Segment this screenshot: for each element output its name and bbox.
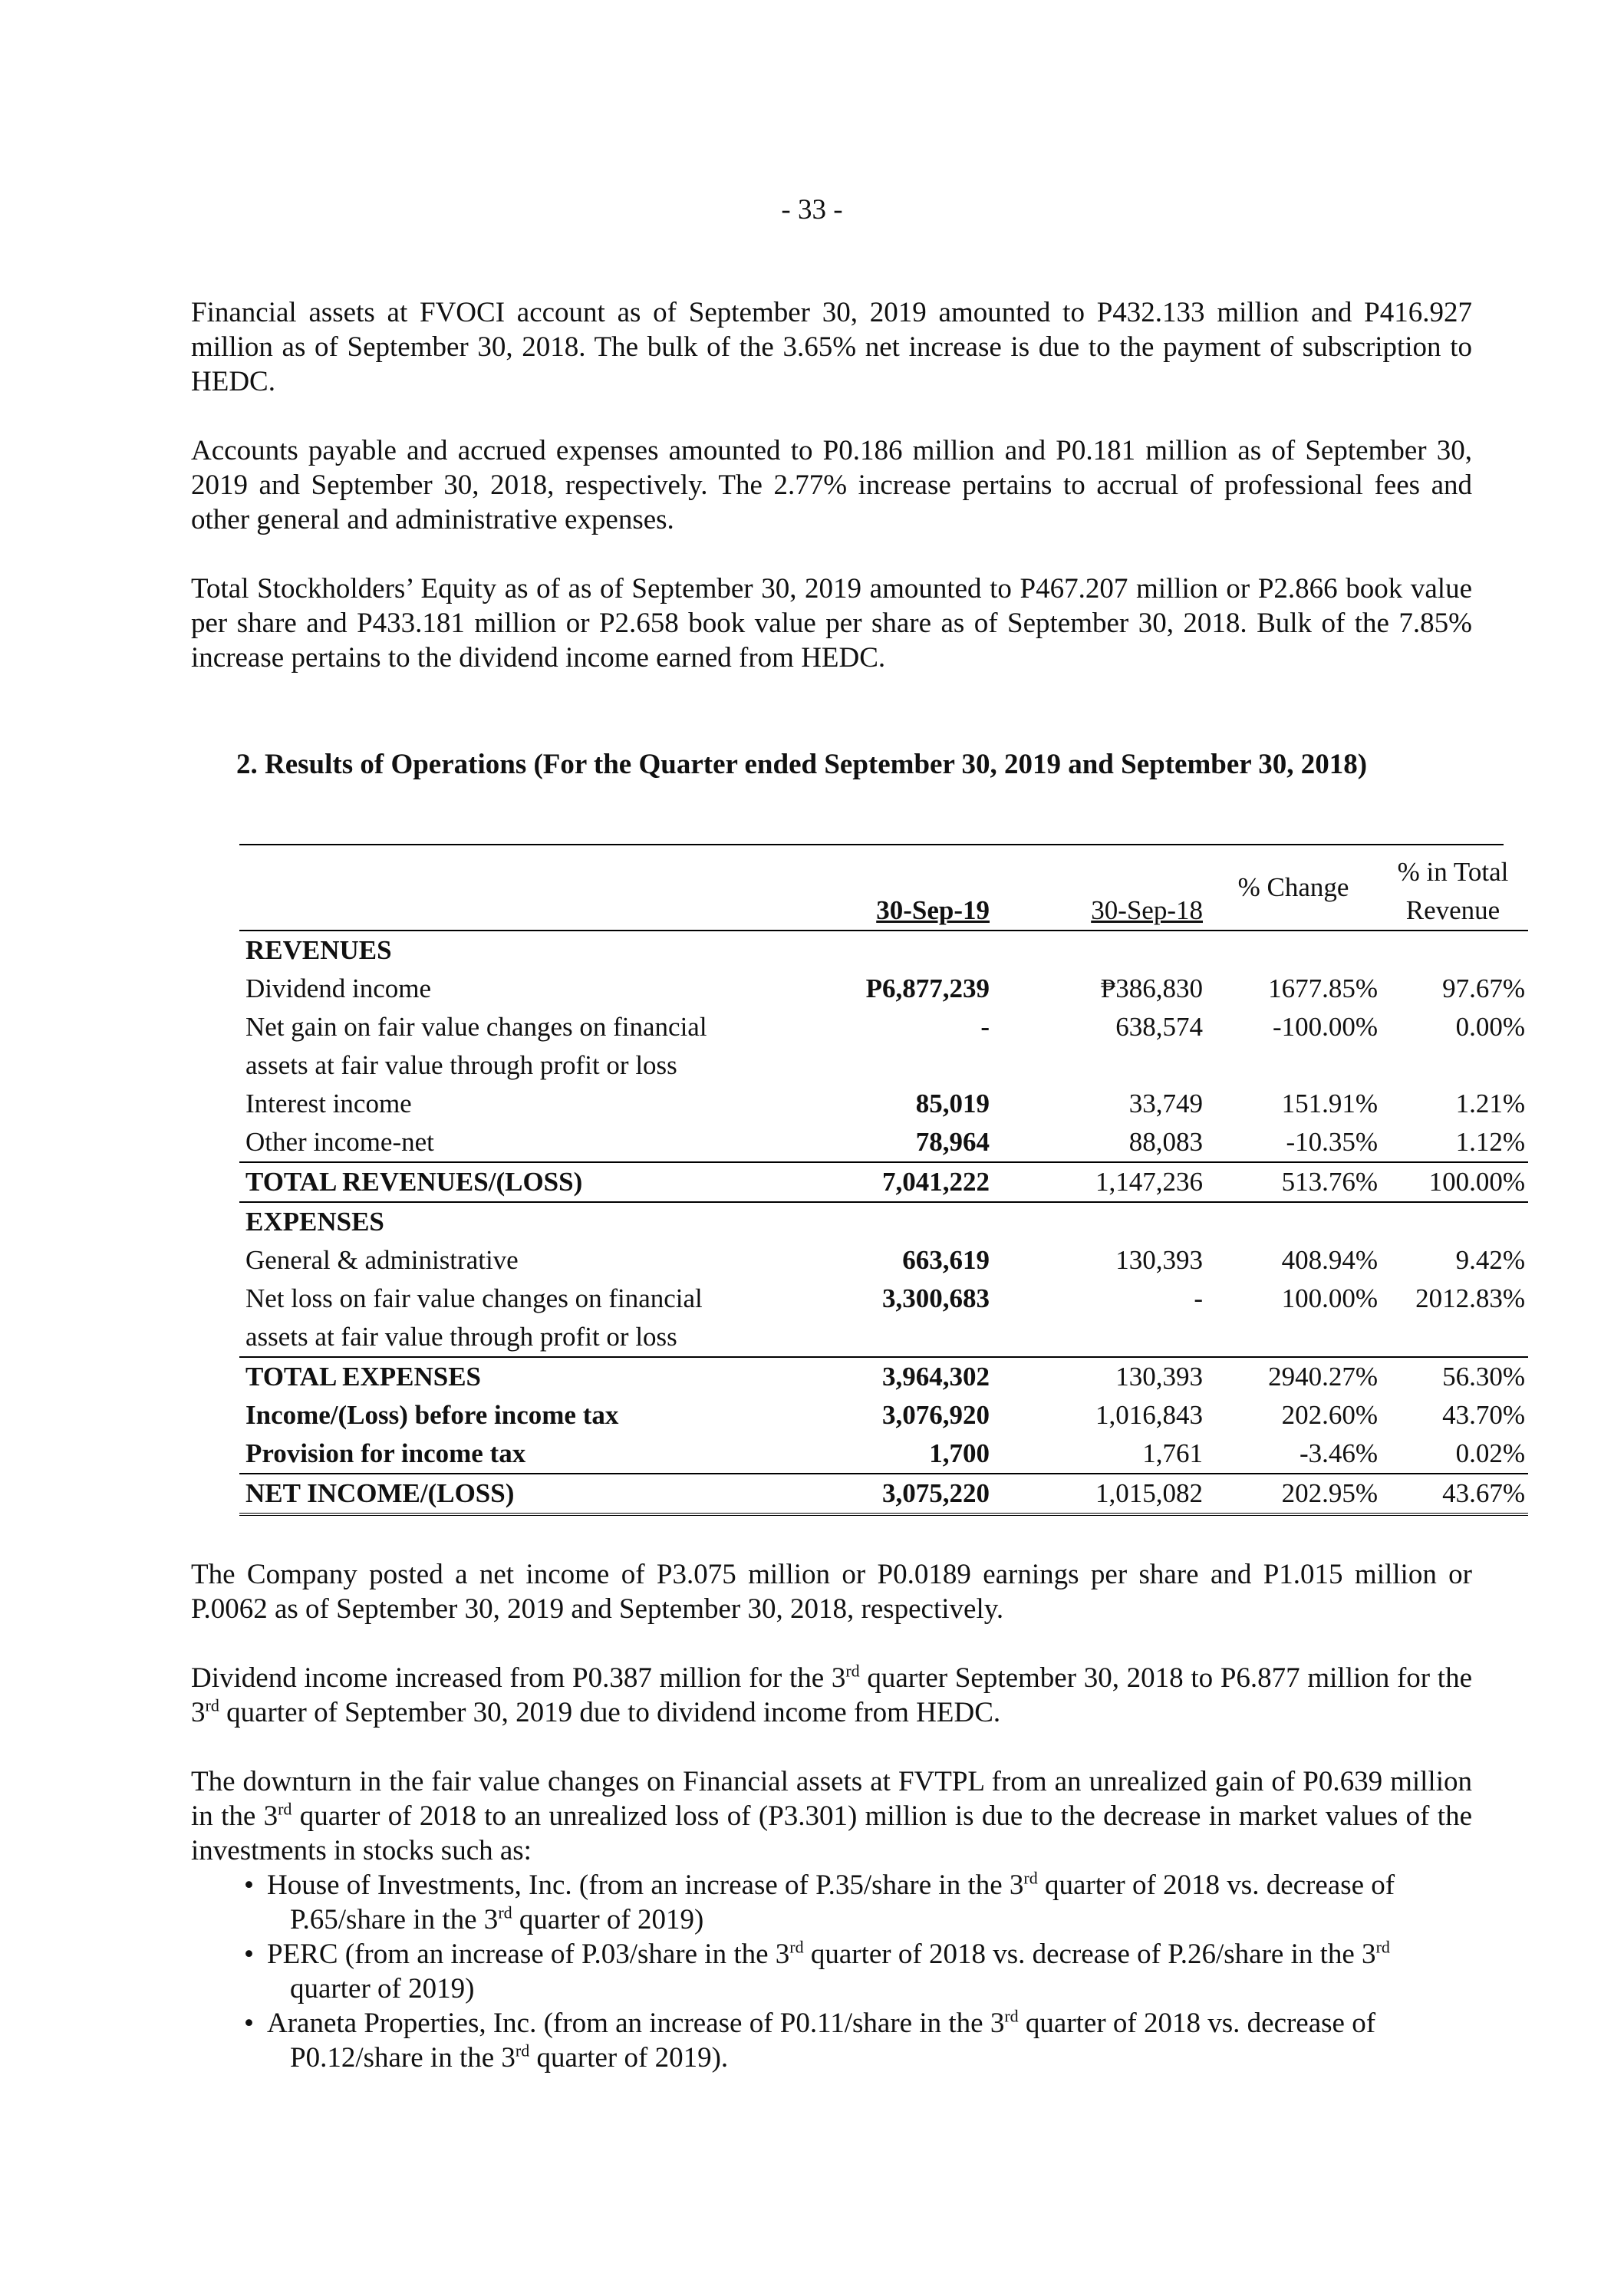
paragraph-dividend-income: Dividend income increased from P0.387 million for the 3rd quarter September 30, 2018 to P6.877 million for the 3rd quarter of September 30, 2019 due to dividend income from HEDC. — [191, 1661, 1473, 1728]
table-row-net-income: NET INCOME/(LOSS) 3,075,220 1,015,082 202.95% 43.67% — [239, 1474, 1528, 1514]
section-heading: 2. Results of Operations (For the Quarter ended September 30, 2019 and September 30, 2018) — [236, 749, 1368, 780]
table-row-expenses-caption — [239, 1202, 1528, 1241]
table-row-total-expenses: TOTAL EXPENSES 3,964,302 130,393 2940.27% 56.30% — [245, 1362, 1525, 1392]
table-row-net-loss: Net loss on fair value changes on financial 3,300,683 - 100.00% 2012.83% — [245, 1283, 1525, 1313]
paragraph-fvtpl-downturn: The downturn in the fair value changes on Financial assets at FVTPL from an unrealized gain of P0.639 million in the 3rd quarter of 2018 to an unrealized loss of (P3.301) million is due to the decrease in market values of the investments in stocks such as: — [191, 1766, 1472, 1866]
paragraph-accounts-payable: Accounts payable and accrued expenses amounted to P0.186 million and P0.181 million as of September 30, 2019 and September 30, 2018, respectively. The 2.77% increase pertains to accrual of professional fees and other general and administrative expenses. — [191, 435, 1472, 535]
expenses-caption: EXPENSES — [245, 1207, 384, 1237]
results-table — [239, 844, 1525, 1516]
list-item: • Araneta Properties, Inc. (from an increase of P0.11/share in the 3rd quarter of 2018 vs. decrease of P0.12/share in the 3rd quarter of 2019). — [244, 2006, 1376, 2074]
header-30-sep-18: 30-Sep-18 — [1091, 895, 1203, 925]
paragraph-net-income: The Company posted a net income of P3.075 million or P0.0189 earnings per share and P1.015 million or P.0062 as of September 30, 2019 and September 30, 2018, respectively. — [191, 1559, 1472, 1625]
table-row-provision: Provision for income tax 1,700 1,761 -3.46% 0.02% — [239, 1435, 1528, 1474]
table-row-general-admin: General & administrative 663,619 130,393 408.94% 9.42% — [245, 1245, 1525, 1275]
stock-bullet-list — [244, 1868, 1471, 2075]
table-header-row — [239, 845, 1528, 931]
table-row-other-income: Other income-net 78,964 88,083 -10.35% 1.12% — [239, 1123, 1528, 1162]
table-row-net-gain-continued: assets at fair value through profit or loss — [245, 1050, 677, 1080]
list-item: • PERC (from an increase of P.03/share in the 3rd quarter of 2018 vs. decrease of P.26/share in the 3rd quarter of 2019) — [244, 1937, 1390, 2004]
header-pct-total-revenue — [1381, 845, 1528, 931]
table-row-total-revenues: TOTAL REVENUES/(LOSS) 7,041,222 1,147,236 513.76% 100.00% — [239, 1162, 1528, 1202]
table-row-income-before-tax: Income/(Loss) before income tax 3,076,920 1,016,843 202.60% 43.70% — [245, 1400, 1525, 1430]
page-number: - 33 - — [781, 194, 843, 226]
header-pct-total-revenue-line2: Revenue — [1405, 895, 1500, 925]
table-row-interest-income: Interest income 85,019 33,749 151.91% 1.21% — [245, 1089, 1525, 1118]
paragraph-stockholders-equity: Total Stockholders’ Equity as of as of September 30, 2019 amounted to P467.207 million or P2.866 book value per share and P433.181 million or P2.658 book value per share as of September 30, 2018. Bulk of the 7.85% increase pertains to the dividend income earned from HEDC. — [191, 573, 1472, 674]
header-pct-change: % Change — [1209, 845, 1381, 931]
revenues-caption: REVENUES — [245, 935, 392, 965]
paragraph-fvoci: Financial assets at FVOCI account as of September 30, 2019 amounted to P432.133 million and P416.927 million as of September 30, 2018. The bulk of the 3.65% net increase is due to the payment of subscription to HEDC. — [191, 297, 1472, 397]
bullet-icon: • — [244, 1939, 254, 1970]
bullet-icon: • — [244, 1869, 254, 1901]
table-row-net-gain: Net gain on fair value changes on financial - 638,574 -100.00% 0.00% — [245, 1012, 1525, 1042]
header-pct-total-revenue-line1: % in Total — [1397, 857, 1509, 887]
table-row-net-loss-continued: assets at fair value through profit or loss — [239, 1318, 1528, 1357]
bullet-icon: • — [244, 2008, 254, 2039]
table-row-dividend-income: Dividend income P6,877,239 ₱386,830 1677.85% 97.67% — [245, 973, 1525, 1003]
table-row-revenues-caption — [239, 931, 1528, 970]
header-30-sep-19: 30-Sep-19 — [876, 895, 990, 925]
list-item: • House of Investments, Inc. (from an increase of P.35/share in the 3rd quarter of 2018 vs. decrease of P.65/share in the 3rd quarter of 2019) — [244, 1868, 1395, 1935]
